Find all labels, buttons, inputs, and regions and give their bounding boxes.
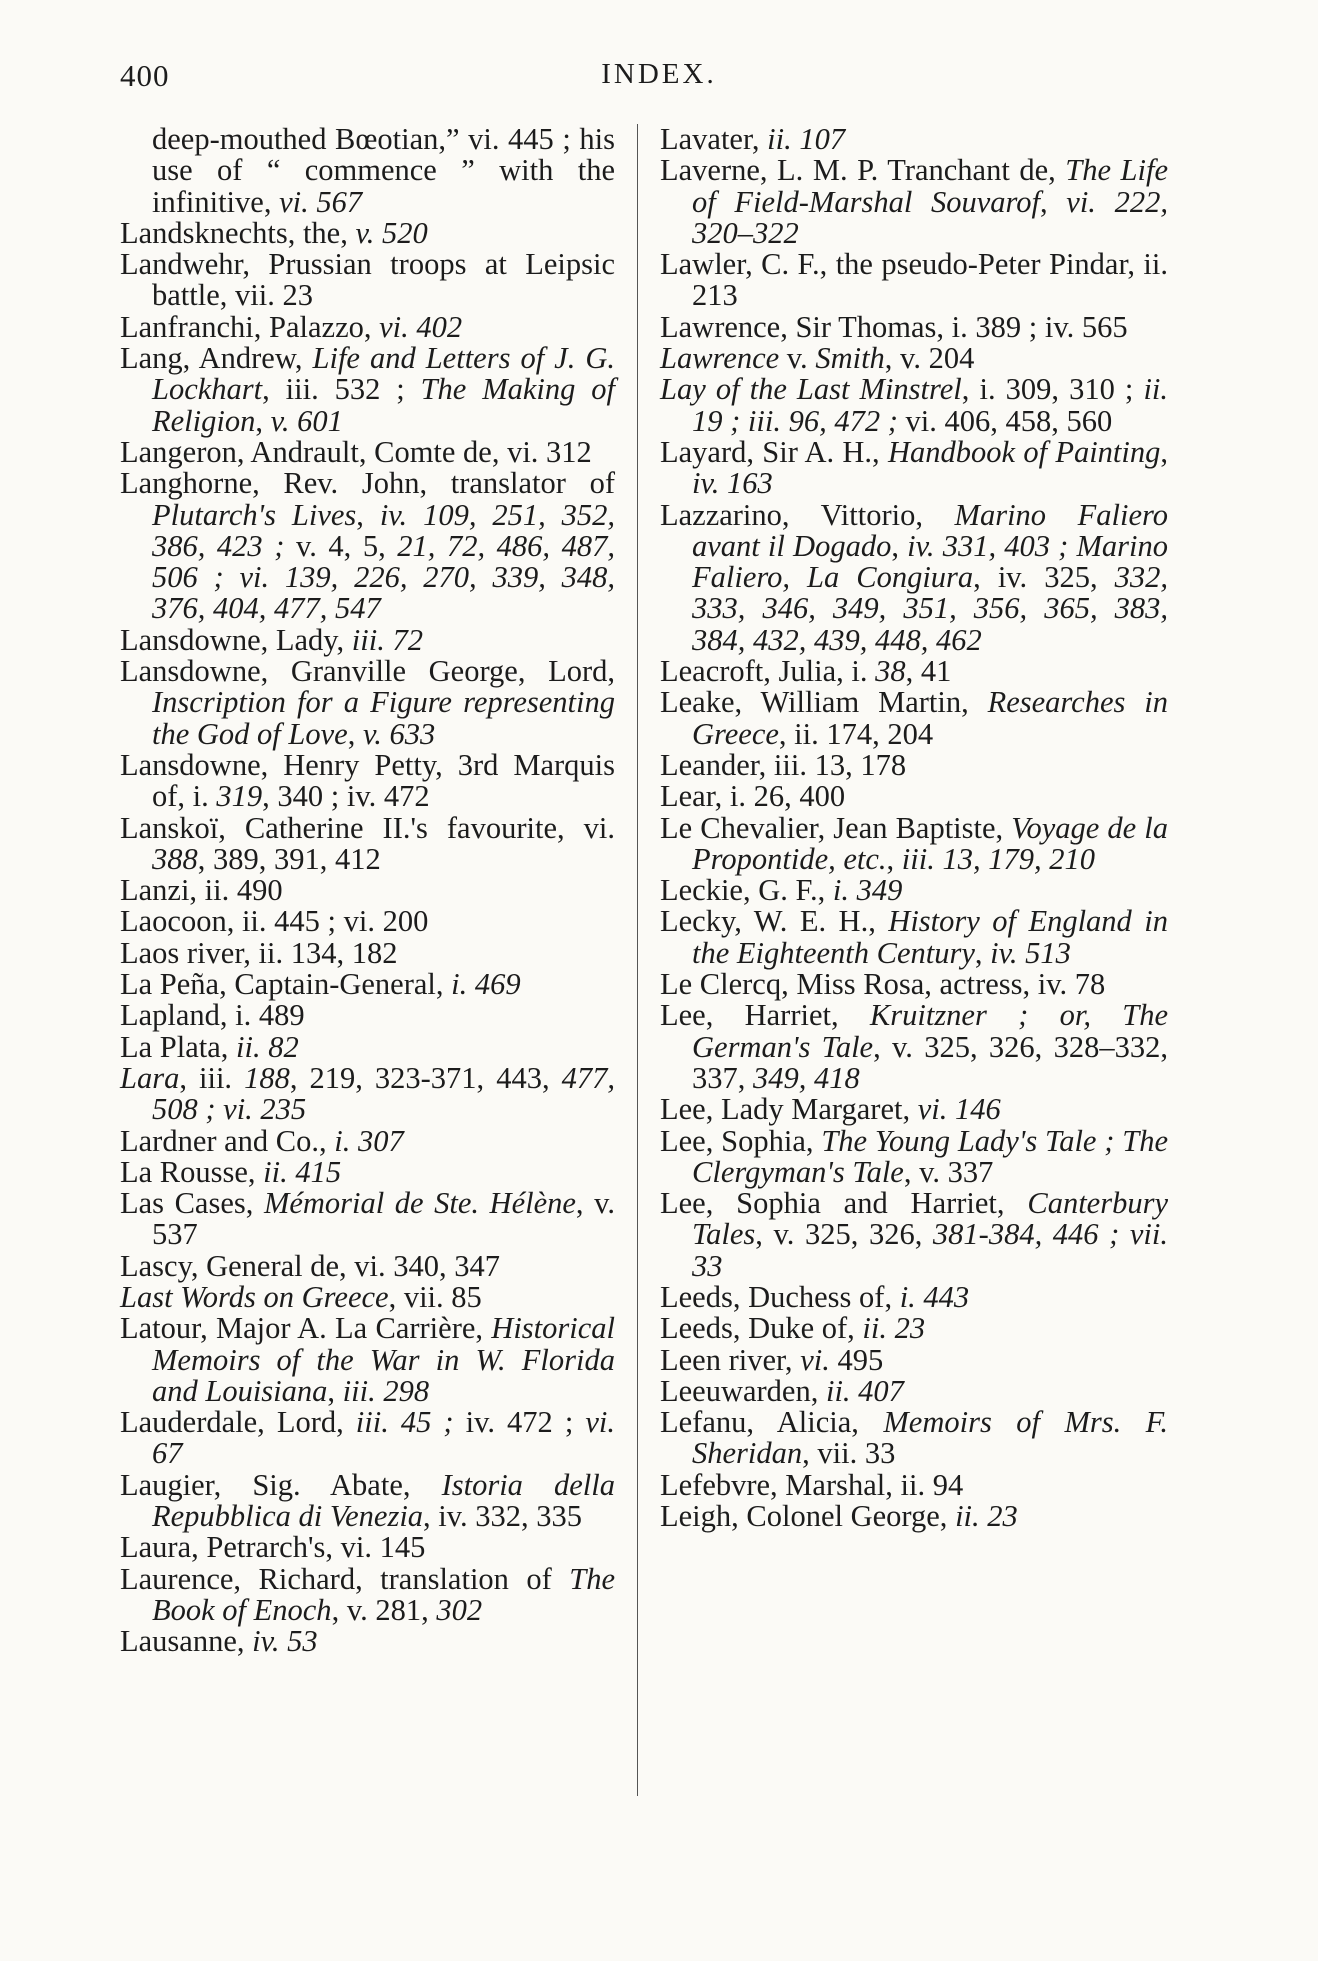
index-entry: Lazzarino, Vittorio, Marino Faliero avant il Dogado, iv. 331, 403 ; Marino Faliero, La Congiura, iv. 325, 332, 333, 346, 349, 351, 356, 365, 383, 384, 432, 439, 448, 462 — [660, 497, 1169, 657]
index-entry: Leander, iii. 13, 178 — [660, 747, 907, 782]
index-entry: Leeds, Duchess of, i. 443 — [660, 1279, 970, 1314]
left-index-column — [120, 124, 615, 1658]
index-entry: Lear, i. 26, 400 — [660, 779, 846, 814]
index-entry: Lee, Sophia, The Young Lady's Tale ; The Clergyman's Tale, v. 337 — [660, 1123, 1168, 1189]
index-entry: Lecky, W. E. H., History of England in the Eighteenth Century, iv. 513 — [660, 904, 1168, 970]
index-entry: deep-mouthed Bœotian,” vi. 445 ; his use of “ commence ” with the infinitive, vi. 567 — [152, 122, 615, 219]
index-entry: Laverne, L. M. P. Tranchant de, The Life of Field-Marshal Souvarof, vi. 222, 320–322 — [660, 153, 1168, 250]
index-entry: Lawrence v. Smith, v. 204 — [660, 341, 975, 376]
index-entry: Laocoon, ii. 445 ; vi. 200 — [120, 904, 429, 939]
index-entry: Leake, William Martin, Researches in Greece, ii. 174, 204 — [660, 685, 1168, 751]
index-entry: Lee, Harriet, Kruitzner ; or, The German's Tale, v. 325, 326, 328–332, 337, 349, 418 — [660, 998, 1168, 1095]
right-index-column — [660, 124, 1168, 1532]
index-entry: Lauderdale, Lord, iii. 45 ; iv. 472 ; vi. 67 — [120, 1405, 615, 1471]
index-entry: Leigh, Colonel George, ii. 23 — [660, 1499, 1018, 1534]
index-entry: Lansdowne, Granville George, Lord, Inscription for a Figure representing the God of Love, v. 633 — [120, 654, 615, 751]
index-entry: Lavater, ii. 107 — [660, 122, 846, 156]
index-entry: Lee, Lady Margaret, vi. 146 — [660, 1092, 1001, 1127]
index-entry: Landsknechts, the, v. 520 — [120, 215, 428, 250]
index-entry: La Peña, Captain-General, i. 469 — [120, 967, 521, 1002]
index-entry: Leen river, vi. 495 — [660, 1342, 884, 1377]
column-divider — [637, 124, 638, 1796]
index-entry: Laurence, Richard, translation of The Book of Enoch, v. 281, 302 — [120, 1561, 615, 1627]
index-entry: Lefebvre, Marshal, ii. 94 — [660, 1467, 964, 1502]
index-entry: Last Words on Greece, vii. 85 — [120, 1279, 482, 1314]
index-entry: Lanzi, ii. 490 — [120, 873, 283, 908]
index-entry: Lee, Sophia and Harriet, Canterbury Tales, v. 325, 326, 381-384, 446 ; vii. 33 — [660, 1186, 1168, 1283]
index-entry: Lascy, General de, vi. 340, 347 — [120, 1248, 500, 1283]
index-entry: Le Clercq, Miss Rosa, actress, iv. 78 — [660, 967, 1106, 1002]
index-entry: Lapland, i. 489 — [120, 998, 305, 1033]
index-entry: Lawler, C. F., the pseudo-Peter Pindar, ii. 213 — [660, 247, 1168, 313]
index-entry: Lanskoï, Catherine II.'s favourite, vi. 388, 389, 391, 412 — [120, 810, 615, 876]
index-entry: Landwehr, Prussian troops at Leipsic battle, vii. 23 — [120, 247, 615, 313]
page-number: 400 — [120, 58, 170, 93]
index-entry: Leckie, G. F., i. 349 — [660, 873, 903, 908]
page-title: INDEX. — [601, 58, 717, 90]
index-entry: Lardner and Co., i. 307 — [120, 1123, 404, 1158]
index-entry: Langhorne, Rev. John, translator of Plutarch's Lives, iv. 109, 251, 352, 386, 423 ; v. 4, 5, 21, 72, 486, 487, 506 ; vi. 139, 226, 270, 339, 348, 376, 404, 477, 547 — [120, 466, 616, 626]
index-entry: Laugier, Sig. Abate, Istoria della Repubblica di Venezia, iv. 332, 335 — [120, 1467, 615, 1534]
index-entry: Lansdowne, Lady, iii. 72 — [120, 622, 423, 657]
index-entry: Lang, Andrew, Life and Letters of J. G. Lockhart, iii. 532 ; The Making of Religion, v. 601 — [120, 341, 615, 438]
index-entry: Laura, Petrarch's, vi. 145 — [120, 1530, 426, 1565]
index-entry: Layard, Sir A. H., Handbook of Painting, iv. 163 — [660, 434, 1169, 501]
index-entry: Lara, iii. 188, 219, 323-371, 443, 477, 508 ; vi. 235 — [120, 1060, 615, 1127]
index-entry: Leeuwarden, ii. 407 — [660, 1373, 904, 1408]
index-entry: Lay of the Last Minstrel, i. 309, 310 ; ii. 19 ; iii. 96, 472 ; vi. 406, 458, 560 — [660, 372, 1169, 438]
index-entry: Lefanu, Alicia, Memoirs of Mrs. F. Sheridan, vii. 33 — [660, 1405, 1168, 1471]
index-entry: Latour, Major A. La Carrière, Historical Memoirs of the War in W. Florida and Louisiana, iii. 298 — [120, 1311, 615, 1408]
index-entry: Langeron, Andrault, Comte de, vi. 312 — [120, 434, 592, 469]
index-entry: Leeds, Duke of, ii. 23 — [660, 1311, 926, 1346]
index-entry: La Plata, ii. 82 — [120, 1029, 299, 1064]
index-entry: Lawrence, Sir Thomas, i. 389 ; iv. 565 — [660, 309, 1128, 344]
index-entry: Laos river, ii. 134, 182 — [120, 935, 398, 970]
index-entry: Las Cases, Mémorial de Ste. Hélène, v. 537 — [120, 1186, 615, 1252]
index-entry: Lansdowne, Henry Petty, 3rd Marquis of, i. 319, 340 ; iv. 472 — [120, 747, 615, 814]
index-entry: Le Chevalier, Jean Baptiste, Voyage de la Propontide, etc., iii. 13, 179, 210 — [660, 810, 1168, 876]
index-entry: Leacroft, Julia, i. 38, 41 — [660, 654, 952, 689]
index-entry: Lanfranchi, Palazzo, vi. 402 — [120, 309, 463, 344]
index-entry: La Rousse, ii. 415 — [120, 1154, 342, 1189]
index-entry: Lausanne, iv. 53 — [120, 1624, 318, 1659]
